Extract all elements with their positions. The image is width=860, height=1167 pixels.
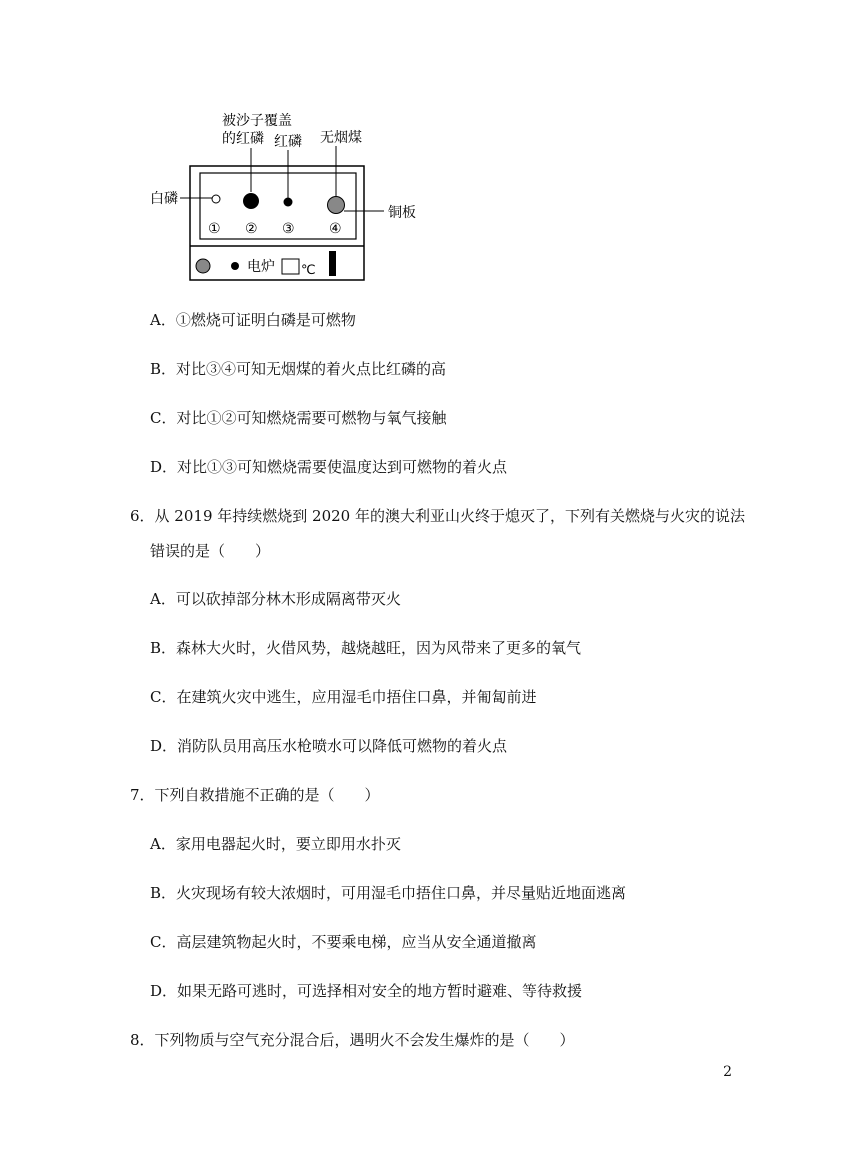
red-phosphorus-sample (284, 198, 293, 207)
q7-option-b: B．火灾现场有较大浓烟时，可用湿毛巾捂住口鼻，并尽量贴近地面逃离 (150, 884, 627, 902)
temperature-display (282, 259, 299, 274)
label-white-phosphorus: 白磷 (150, 191, 178, 207)
q5-option-a: A．①燃烧可证明白磷是可燃物 (150, 311, 356, 329)
q5-option-c: C．对比①②可知燃烧需要可燃物与氧气接触 (150, 409, 447, 427)
marker-2: ② (245, 221, 258, 237)
page-number: 2 (723, 1064, 732, 1080)
q6-option-b: B．森林大火时，火借风势，越烧越旺，因为风带来了更多的氧气 (150, 639, 582, 657)
experiment-figure (130, 100, 430, 290)
q5-option-b: B．对比③④可知无烟煤的着火点比红磷的高 (150, 360, 447, 378)
q6-stem-line2: 错误的是（ ） (150, 542, 271, 560)
white-phosphorus-sample (212, 195, 220, 203)
stove-indicator-light (231, 262, 239, 270)
q6-option-c: C．在建筑火灾中逃生，应用湿毛巾捂住口鼻，并匍匐前进 (150, 688, 537, 706)
q6-stem-line1: 6．从 2019 年持续燃烧到 2020 年的澳大利亚山火终于熄灭了，下列有关燃烧与火灾的说法 (130, 507, 745, 525)
label-stove: 电炉 (247, 259, 275, 275)
label-degree: ℃ (301, 263, 316, 278)
experiment-diagram (130, 100, 430, 290)
marker-3: ③ (282, 221, 295, 237)
q5-option-d: D．对比①③可知燃烧需要使温度达到可燃物的着火点 (150, 458, 508, 476)
q7-option-a: A．家用电器起火时，要立即用水扑灭 (150, 835, 401, 853)
q6-option-d: D．消防队员用高压水枪喷水可以降低可燃物的着火点 (150, 737, 508, 755)
label-copper-plate: 铜板 (388, 205, 416, 221)
label-covered-line1: 被沙子覆盖 (222, 113, 292, 129)
q7-option-c: C．高层建筑物起火时，不要乘电梯，应当从安全通道撤离 (150, 933, 537, 951)
label-red-phosphorus: 红磷 (274, 134, 302, 150)
q7-option-d: D．如果无路可逃时，可选择相对安全的地方暂时避难、等待救援 (150, 982, 583, 1000)
q8-stem: 8．下列物质与空气充分混合后，遇明火不会发生爆炸的是（ ） (130, 1031, 575, 1049)
q6-option-a: A．可以砍掉部分林木形成隔离带灭火 (150, 590, 401, 608)
stove-switch (329, 251, 336, 276)
marker-4: ④ (329, 221, 342, 237)
stove-knob (196, 259, 210, 273)
anthracite-sample (328, 197, 345, 214)
label-covered-line2: 的红磷 (222, 131, 264, 147)
q7-stem: 7．下列自救措施不正确的是（ ） (130, 786, 380, 804)
covered-red-phosphorus-sample (243, 193, 259, 209)
label-anthracite: 无烟煤 (320, 130, 362, 146)
marker-1: ① (208, 221, 221, 237)
